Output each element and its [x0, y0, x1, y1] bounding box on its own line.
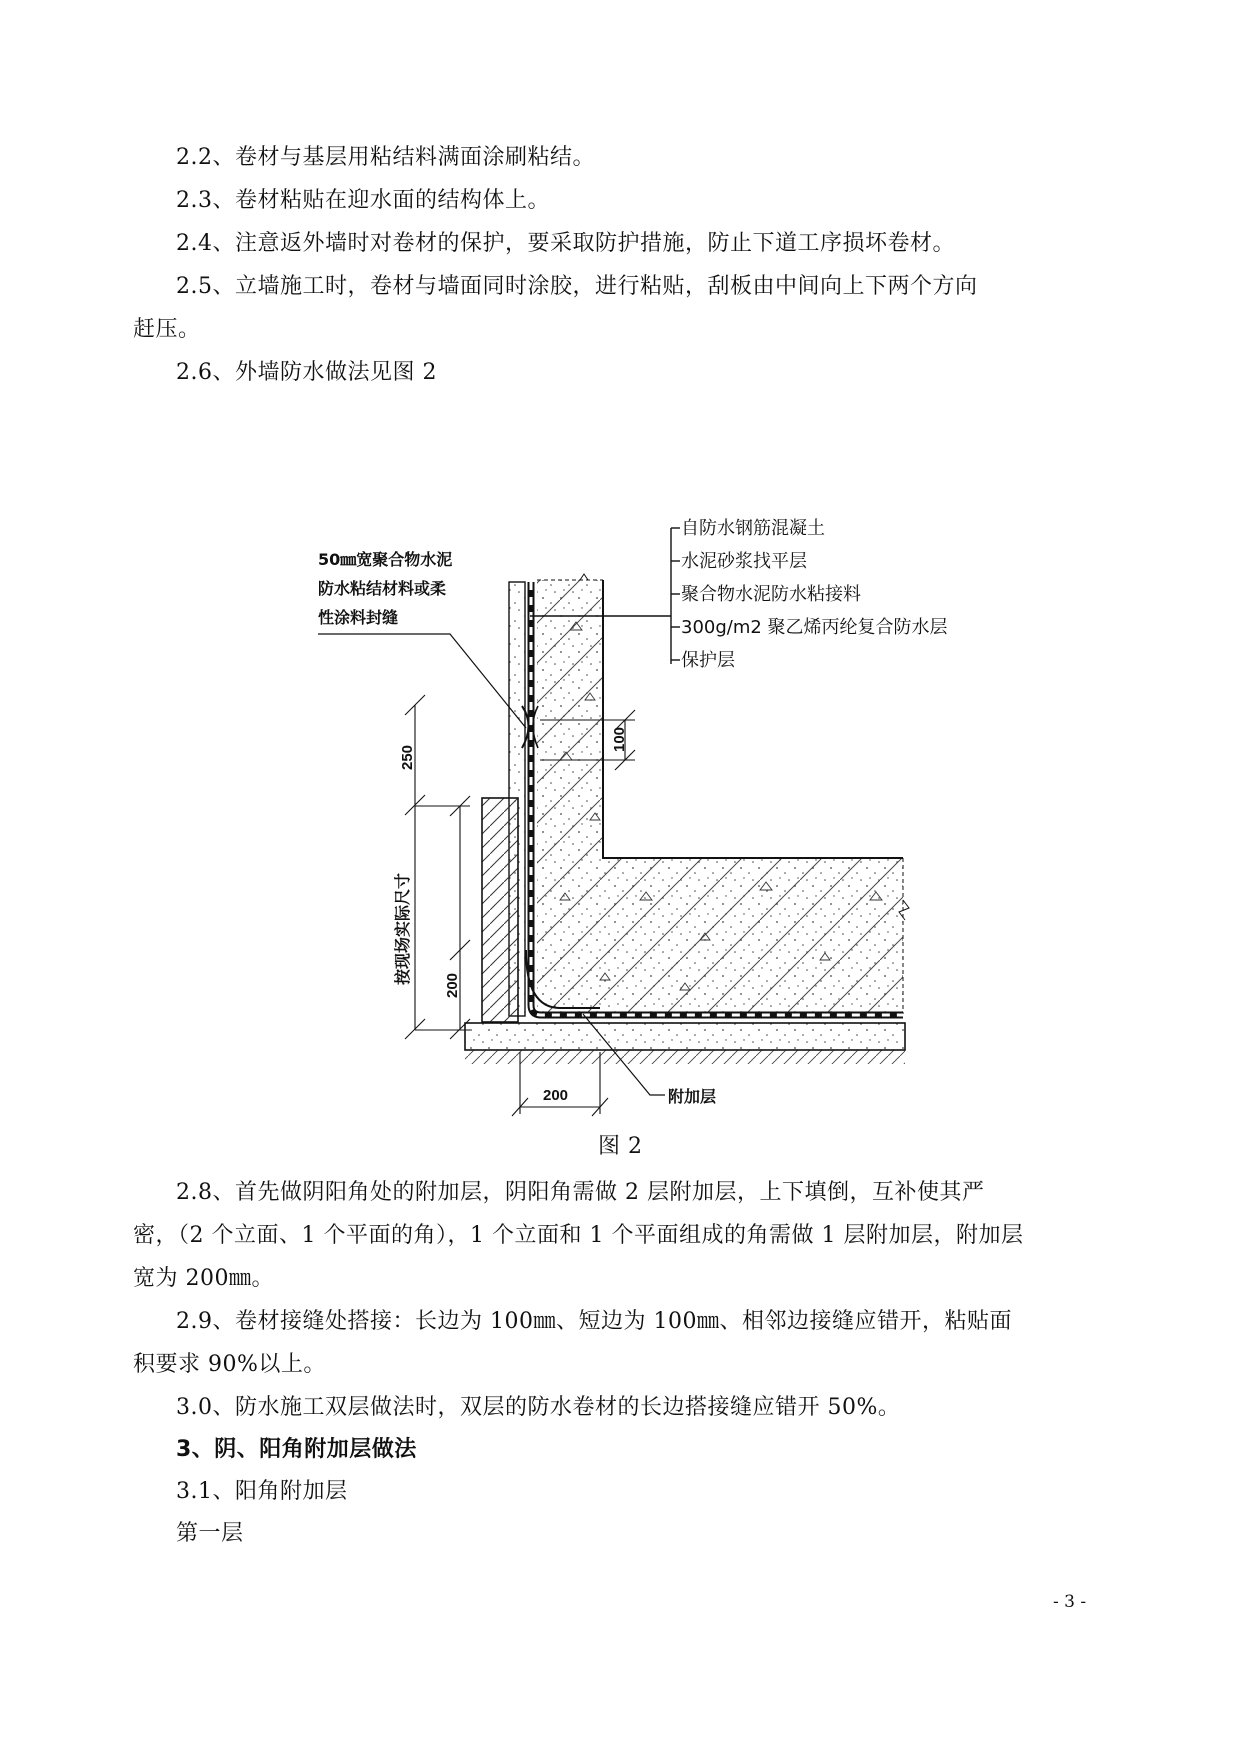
dimension-100-label: 100	[611, 726, 628, 752]
label-protection: 保护层	[681, 650, 735, 671]
para-2-5-line2: 赶压。	[133, 317, 201, 342]
figure-caption: 图 2	[598, 1134, 643, 1159]
section-heading-3: 3、阴、阳角附加层做法	[176, 1437, 417, 1462]
seal-note-leader	[318, 634, 526, 728]
para-2-2: 2.2、卷材与基层用粘结料满面涂刷粘结。	[176, 145, 595, 170]
label-concrete: 自防水钢筋混凝土	[681, 518, 825, 539]
page-number: - 3 -	[1053, 1592, 1087, 1612]
ground-hatch	[465, 1050, 905, 1064]
para-2-9-line1: 2.9、卷材接缝处搭接：长边为 100㎜、短边为 100㎜、相邻边接缝应错开，粘贴面	[176, 1309, 1012, 1334]
seal-note-line1: 50㎜宽聚合物水泥	[318, 550, 453, 569]
para-2-8-line2: 密，（2 个立面、1 个平面的角），1 个立面和 1 个平面组成的角需做 1 层附加层，附加层	[133, 1223, 1024, 1248]
base-slab	[465, 1023, 905, 1050]
label-adhesive: 聚合物水泥防水粘接料	[681, 584, 861, 605]
para-2-4: 2.4、注意返外墙时对卷材的保护，要采取防护措施，防止下道工序损坏卷材。	[176, 231, 955, 256]
dimension-site-label: 按现场实际尺寸	[393, 872, 412, 985]
seal-note-line3: 性涂料封缝	[318, 608, 399, 627]
para-first-layer: 第一层	[176, 1521, 244, 1546]
label-mortar: 水泥砂浆找平层	[681, 551, 807, 572]
dimension-200-vertical	[450, 796, 470, 1039]
para-2-5-line1: 2.5、立墙施工时，卷材与墙面同时涂胶，进行粘贴，刮板由中间向上下两个方向	[176, 274, 978, 299]
label-membrane: 300g/m2 聚乙烯丙纶复合防水层	[681, 617, 948, 638]
dimension-200-vertical-label: 200	[444, 972, 461, 998]
brick-protection-wall	[482, 798, 518, 1022]
seal-note-line2: 防水粘结材料或柔	[318, 579, 447, 598]
additional-layer-label: 附加层	[668, 1087, 717, 1106]
para-2-6: 2.6、外墙防水做法见图 2	[176, 360, 437, 385]
para-2-9-line2: 积要求 90%以上。	[133, 1352, 326, 1377]
para-2-8-line3: 宽为 200㎜。	[133, 1266, 274, 1291]
para-3-1: 3.1、阳角附加层	[176, 1479, 348, 1504]
para-3-0: 3.0、防水施工双层做法时，双层的防水卷材的长边搭接缝应错开 50%。	[176, 1395, 901, 1420]
dimension-250-label: 250	[399, 744, 416, 770]
para-2-8-line1: 2.8、首先做阴阳角处的附加层，阴阳角需做 2 层附加层，上下填倒，互补使其严	[176, 1180, 985, 1205]
dimension-200-horizontal-label: 200	[543, 1087, 569, 1104]
para-2-3: 2.3、卷材粘贴在迎水面的结构体上。	[176, 188, 550, 213]
